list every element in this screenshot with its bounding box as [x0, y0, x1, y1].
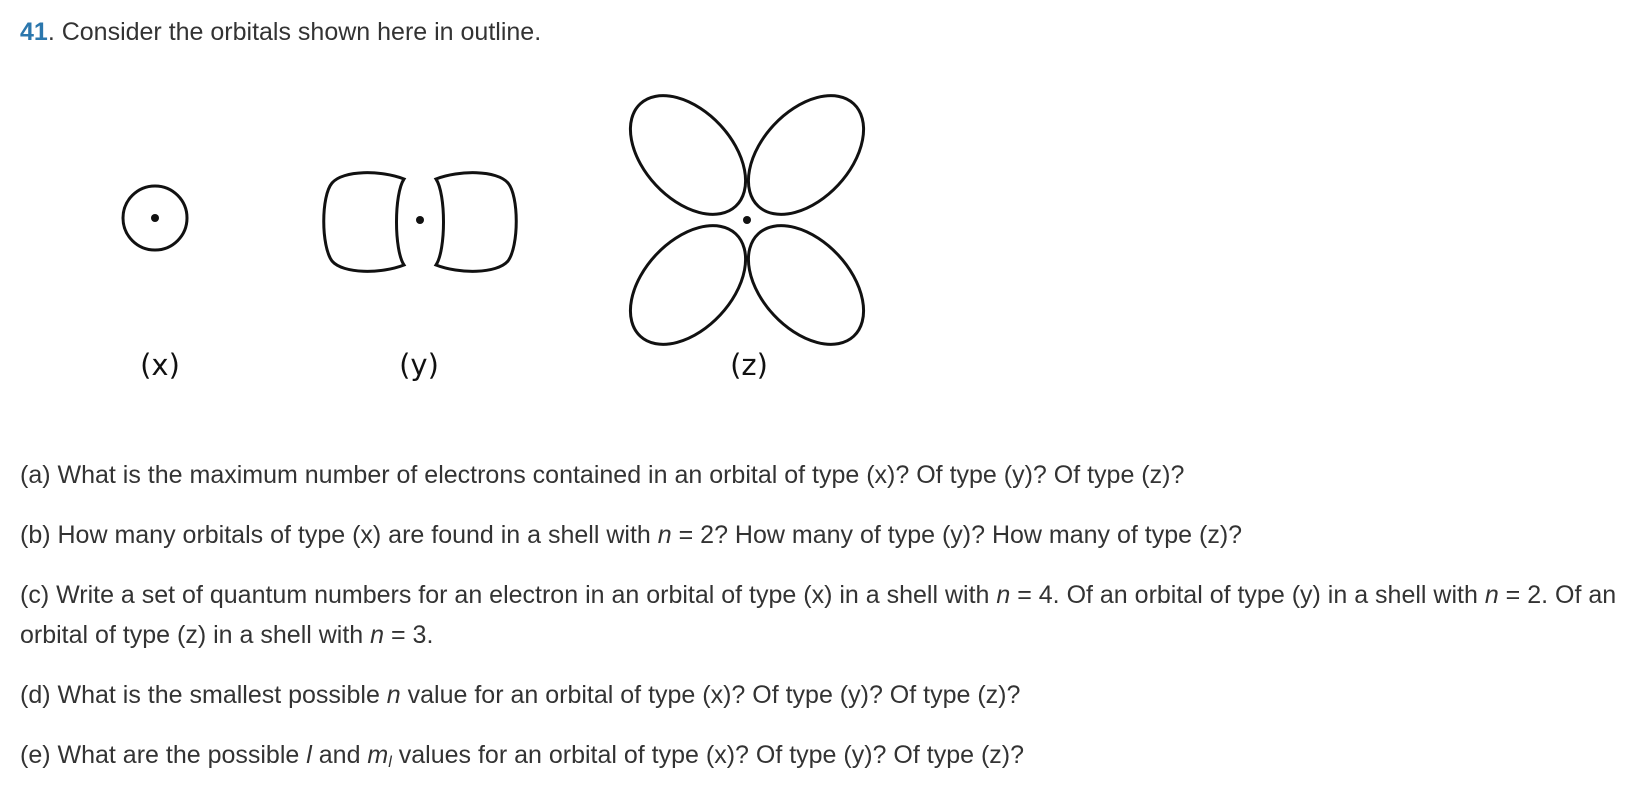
part-e-pre: (e) What are the possible — [20, 741, 307, 769]
orbital-z-nucleus — [743, 216, 751, 224]
part-e — [20, 735, 1620, 775]
orbital-x-nucleus — [151, 214, 159, 222]
part-c — [20, 575, 1620, 655]
question-prompt: . Consider the orbitals shown here in outline. — [47, 18, 542, 46]
question-number: 41 — [20, 18, 48, 46]
part-b — [20, 515, 1620, 555]
part-c-t4: = 3. — [384, 621, 434, 649]
part-e-var-m: m — [367, 741, 389, 769]
part-b-post: = 2? How many of type (y)? How many of type (z)? — [671, 521, 1243, 549]
part-b-var: n — [657, 521, 672, 549]
part-b-pre: (b) How many orbitals of type (x) are found in a shell with — [20, 521, 658, 549]
part-e-var-l: l — [306, 741, 312, 769]
part-a-text: (a) What is the maximum number of electrons contained in an orbital of type (x)? Of type (y)? Of type (z)? — [20, 461, 1185, 489]
part-d-pre: (d) What is the smallest possible — [20, 681, 387, 709]
part-c-v1: n — [996, 581, 1011, 609]
part-c-v2: n — [1484, 581, 1499, 609]
question-parts — [20, 455, 1620, 793]
part-e-mid: and — [311, 741, 368, 769]
orbital-y-nucleus — [416, 216, 424, 224]
part-c-t3: = 2. Of an orbital of type (z) in a shell with — [20, 581, 1617, 649]
part-d — [20, 675, 1620, 715]
part-d-post: value for an orbital of type (x)? Of type (y)? Of type (z)? — [400, 681, 1021, 709]
label-y: (y) — [399, 348, 439, 382]
part-e-post: values for an orbital of type (x)? Of type (y)? Of type (z)? — [391, 741, 1025, 769]
part-a — [20, 455, 1620, 495]
part-d-var: n — [386, 681, 401, 709]
part-c-v3: n — [370, 621, 385, 649]
part-e-sub: l — [388, 754, 392, 771]
label-x: (x) — [140, 348, 180, 382]
part-c-t2: = 4. Of an orbital of type (y) in a shell with — [1010, 581, 1485, 609]
part-c-t1: (c) Write a set of quantum numbers for an electron in an orbital of type (x) in a shell with — [20, 581, 997, 609]
label-z: (z) — [730, 348, 768, 382]
